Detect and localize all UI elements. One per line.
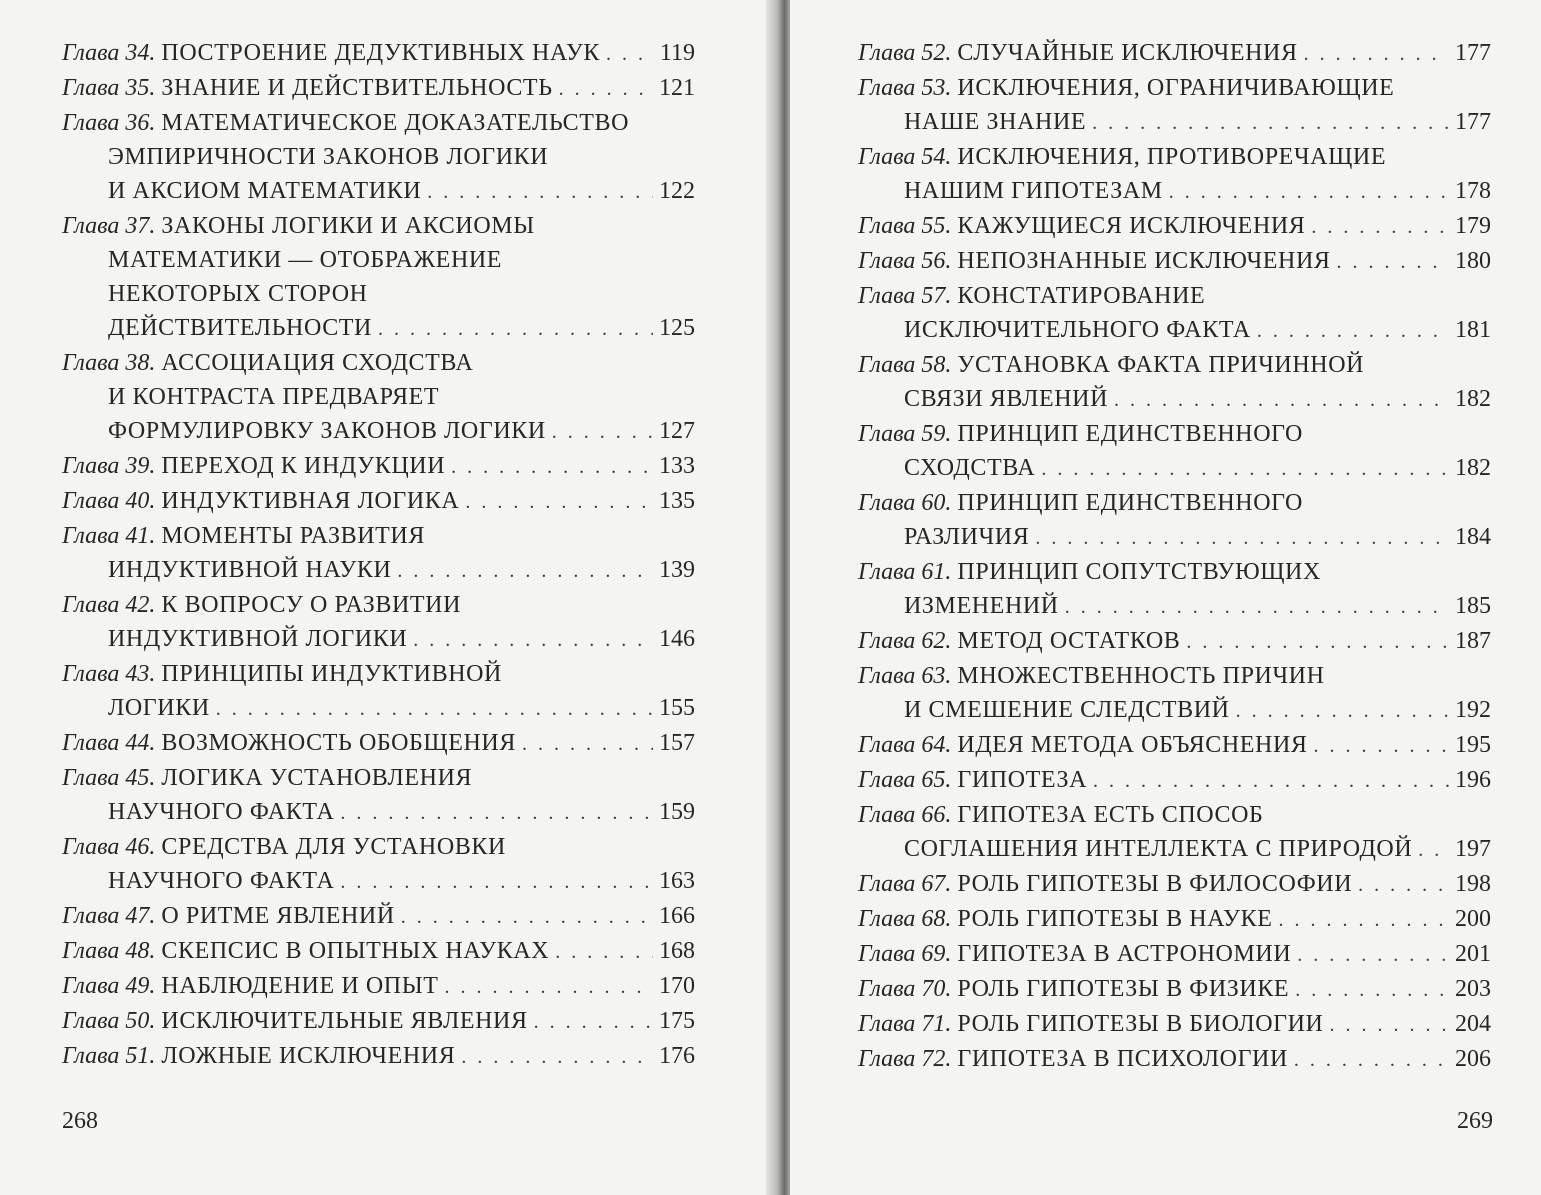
chapter-label: Глава 59. xyxy=(858,421,952,447)
chapter-label: Глава 66. xyxy=(858,802,952,828)
chapter-title: ЗНАНИЕ И ДЕЙСТВИТЕЛЬНОСТЬ xyxy=(161,75,553,101)
dot-leader xyxy=(1257,314,1449,348)
dot-leader xyxy=(378,312,653,346)
chapter-title: К ВОПРОСУ О РАЗВИТИИ xyxy=(161,592,462,618)
chapter-label: Глава 72. xyxy=(858,1046,952,1072)
toc-entry-line xyxy=(62,622,695,657)
toc-entry-line xyxy=(858,1042,1491,1077)
chapter-title: О РИТМЕ ЯВЛЕНИЙ xyxy=(161,903,395,929)
toc-entry-line xyxy=(858,313,1491,348)
toc-entry xyxy=(858,244,1491,279)
dot-leader xyxy=(1311,210,1449,244)
toc-entry xyxy=(858,867,1491,902)
chapter-page-number: 122 xyxy=(659,178,695,204)
chapter-label: Глава 48. xyxy=(62,938,156,964)
chapter-label: Глава 57. xyxy=(858,283,952,309)
toc-entry-line xyxy=(62,657,695,691)
dot-leader xyxy=(465,485,653,519)
chapter-title: ИДЕЯ МЕТОДА ОБЪЯСНЕНИЯ xyxy=(957,732,1308,758)
chapter-label: Глава 60. xyxy=(858,490,952,516)
chapter-page-number: 127 xyxy=(659,418,695,444)
chapter-title: ЛОГИКИ xyxy=(108,695,210,721)
toc-entry xyxy=(858,36,1491,71)
toc-entry-line xyxy=(858,902,1491,937)
dot-leader xyxy=(1041,452,1449,486)
chapter-label: Глава 43. xyxy=(62,661,156,687)
toc-entry-line xyxy=(858,937,1491,972)
chapter-title: СВЯЗИ ЯВЛЕНИЙ xyxy=(904,386,1109,412)
dot-leader xyxy=(397,554,653,588)
toc-entry-line xyxy=(62,795,695,830)
toc-entry-line xyxy=(858,659,1491,693)
chapter-label: Глава 64. xyxy=(858,732,952,758)
dot-leader xyxy=(1358,868,1449,902)
chapter-title: ИНДУКТИВНОЙ ЛОГИКИ xyxy=(108,626,408,652)
dot-leader xyxy=(401,900,653,934)
chapter-title: ПОСТРОЕНИЕ ДЕДУКТИВНЫХ НАУК xyxy=(161,40,601,66)
dot-leader xyxy=(1304,37,1449,71)
chapter-page-number: 177 xyxy=(1455,40,1491,66)
toc-entry xyxy=(62,1039,695,1074)
toc-entry-line xyxy=(62,761,695,795)
toc-entry-line xyxy=(62,726,695,761)
chapter-page-number: 180 xyxy=(1455,248,1491,274)
toc-entry-line xyxy=(62,71,695,106)
toc-entry xyxy=(858,486,1491,555)
toc-entry-line xyxy=(62,36,695,71)
toc-entry xyxy=(62,106,695,209)
chapter-page-number: 179 xyxy=(1455,213,1491,239)
toc-entry-line xyxy=(62,1039,695,1074)
dot-leader xyxy=(1065,590,1449,624)
toc-entry xyxy=(858,1042,1491,1077)
chapter-label: Глава 55. xyxy=(858,213,952,239)
chapter-page-number: 182 xyxy=(1455,386,1491,412)
chapter-title: И АКСИОМ МАТЕМАТИКИ xyxy=(108,178,422,204)
dot-leader xyxy=(1337,245,1450,279)
chapter-title: НАШЕ ЗНАНИЕ xyxy=(904,109,1087,135)
toc-entry xyxy=(62,484,695,519)
chapter-label: Глава 63. xyxy=(858,663,952,689)
toc-entry-line xyxy=(62,277,695,311)
toc-entry xyxy=(858,659,1491,728)
chapter-label: Глава 58. xyxy=(858,352,952,378)
chapter-title: ГИПОТЕЗА В ПСИХОЛОГИИ xyxy=(957,1046,1288,1072)
chapter-label: Глава 51. xyxy=(62,1043,156,1069)
toc-entry-line xyxy=(858,589,1491,624)
toc-entry-line xyxy=(62,346,695,380)
chapter-page-number: 177 xyxy=(1455,109,1491,135)
toc-entry-line xyxy=(858,972,1491,1007)
dot-leader xyxy=(1297,938,1449,972)
toc-entry xyxy=(858,937,1491,972)
toc-entry xyxy=(858,798,1491,867)
chapter-label: Глава 35. xyxy=(62,75,156,101)
dot-leader xyxy=(1294,1043,1449,1077)
chapter-title: НАУЧНОГО ФАКТА xyxy=(108,799,335,825)
chapter-label: Глава 42. xyxy=(62,592,156,618)
toc-entry xyxy=(62,519,695,588)
dot-leader xyxy=(555,935,653,969)
chapter-page-number: 159 xyxy=(659,799,695,825)
chapter-title: ИСКЛЮЧИТЕЛЬНОГО ФАКТА xyxy=(904,317,1251,343)
toc-entry-line xyxy=(62,934,695,969)
chapter-page-number: 146 xyxy=(659,626,695,652)
chapter-title: АССОЦИАЦИЯ СХОДСТВА xyxy=(161,350,474,376)
chapter-title: ЭМПИРИЧНОСТИ ЗАКОНОВ ЛОГИКИ xyxy=(108,144,549,170)
chapter-title: И КОНТРАСТА ПРЕДВАРЯЕТ xyxy=(108,384,440,410)
dot-leader xyxy=(451,450,653,484)
toc-entry-line xyxy=(62,588,695,622)
toc-entry-line xyxy=(858,763,1491,798)
toc-entry-line xyxy=(62,449,695,484)
toc-entry-line xyxy=(62,1004,695,1039)
chapter-title: СЛУЧАЙНЫЕ ИСКЛЮЧЕНИЯ xyxy=(957,40,1298,66)
chapter-label: Глава 38. xyxy=(62,350,156,376)
chapter-title: МНОЖЕСТВЕННОСТЬ ПРИЧИН xyxy=(957,663,1325,689)
toc-entry xyxy=(858,348,1491,417)
toc-entry-line xyxy=(858,451,1491,486)
chapter-title: ДЕЙСТВИТЕЛЬНОСТИ xyxy=(108,315,372,341)
toc-entry-line xyxy=(62,243,695,277)
toc-entry-line xyxy=(858,417,1491,451)
chapter-label: Глава 53. xyxy=(858,75,952,101)
toc-entry-line xyxy=(62,380,695,414)
chapter-label: Глава 37. xyxy=(62,213,156,239)
toc-entry xyxy=(62,346,695,449)
chapter-page-number: 166 xyxy=(659,903,695,929)
chapter-title: УСТАНОВКА ФАКТА ПРИЧИННОЙ xyxy=(957,352,1365,378)
chapter-page-number: 121 xyxy=(659,75,695,101)
toc-entry-line xyxy=(858,105,1491,140)
dot-leader xyxy=(552,415,653,449)
chapter-label: Глава 69. xyxy=(858,941,952,967)
chapter-label: Глава 36. xyxy=(62,110,156,136)
toc-entry-line xyxy=(858,174,1491,209)
chapter-page-number: 181 xyxy=(1455,317,1491,343)
chapter-title: РОЛЬ ГИПОТЕЗЫ В ФИЛОСОФИИ xyxy=(957,871,1353,897)
toc-entry-line xyxy=(62,691,695,726)
dot-leader xyxy=(1169,175,1449,209)
dot-leader xyxy=(1035,521,1449,555)
chapter-label: Глава 65. xyxy=(858,767,952,793)
toc-entry xyxy=(62,1004,695,1039)
toc-entry xyxy=(858,555,1491,624)
toc-entry-line xyxy=(858,867,1491,902)
chapter-title: И СМЕШЕНИЕ СЛЕДСТВИЙ xyxy=(904,697,1230,723)
chapter-label: Глава 50. xyxy=(62,1008,156,1034)
chapter-page-number: 139 xyxy=(659,557,695,583)
dot-leader xyxy=(340,796,653,830)
toc-entry-line xyxy=(858,36,1491,71)
chapter-title: СОГЛАШЕНИЯ ИНТЕЛЛЕКТА С ПРИРОДОЙ xyxy=(904,836,1413,862)
chapter-page-number: 184 xyxy=(1455,524,1491,550)
toc-entry xyxy=(858,279,1491,348)
toc-entry xyxy=(858,763,1491,798)
chapter-title: ИНДУКТИВНОЙ НАУКИ xyxy=(108,557,392,583)
dot-leader xyxy=(1092,106,1449,140)
dot-leader xyxy=(445,970,653,1004)
chapter-title: ГИПОТЕЗА В АСТРОНОМИИ xyxy=(957,941,1292,967)
chapter-title: МОМЕНТЫ РАЗВИТИЯ xyxy=(161,523,425,549)
toc-entry-line xyxy=(62,484,695,519)
chapter-page-number: 135 xyxy=(659,488,695,514)
toc-entry xyxy=(62,726,695,761)
chapter-page-number: 201 xyxy=(1455,941,1491,967)
chapter-page-number: 196 xyxy=(1455,767,1491,793)
chapter-title: МАТЕМАТИЧЕСКОЕ ДОКАЗАТЕЛЬСТВО xyxy=(161,110,630,136)
chapter-label: Глава 54. xyxy=(858,144,952,170)
chapter-label: Глава 56. xyxy=(858,248,952,274)
chapter-label: Глава 61. xyxy=(858,559,952,585)
chapter-label: Глава 34. xyxy=(62,40,156,66)
toc-entry xyxy=(858,902,1491,937)
chapter-page-number: 187 xyxy=(1455,628,1491,654)
dot-leader xyxy=(559,72,653,106)
chapter-page-number: 182 xyxy=(1455,455,1491,481)
chapter-title: ИЗМЕНЕНИЙ xyxy=(904,593,1059,619)
dot-leader xyxy=(1329,1008,1449,1042)
toc-entry xyxy=(62,969,695,1004)
toc-entry-line xyxy=(858,279,1491,313)
chapter-title: МАТЕМАТИКИ — ОТОБРАЖЕНИЕ xyxy=(108,247,503,273)
chapter-label: Глава 68. xyxy=(858,906,952,932)
chapter-page-number: 185 xyxy=(1455,593,1491,619)
chapter-label: Глава 70. xyxy=(858,976,952,1002)
chapter-label: Глава 41. xyxy=(62,523,156,549)
chapter-title: ЛОЖНЫЕ ИСКЛЮЧЕНИЯ xyxy=(161,1043,456,1069)
chapter-title: ИСКЛЮЧЕНИЯ, ПРОТИВОРЕЧАЩИЕ xyxy=(957,144,1387,170)
toc-entry xyxy=(62,899,695,934)
dot-leader xyxy=(1314,729,1449,763)
chapter-page-number: 176 xyxy=(659,1043,695,1069)
chapter-page-number: 125 xyxy=(659,315,695,341)
chapter-title: ПЕРЕХОД К ИНДУКЦИИ xyxy=(161,453,446,479)
dot-leader xyxy=(1418,833,1449,867)
chapter-page-number: 163 xyxy=(659,868,695,894)
toc-entry-line xyxy=(858,382,1491,417)
chapter-label: Глава 44. xyxy=(62,730,156,756)
chapter-title: СХОДСТВА xyxy=(904,455,1036,481)
toc-entry xyxy=(62,588,695,657)
chapter-title: КАЖУЩИЕСЯ ИСКЛЮЧЕНИЯ xyxy=(957,213,1306,239)
chapter-title: ВОЗМОЖНОСТЬ ОБОБЩЕНИЯ xyxy=(161,730,516,756)
dot-leader xyxy=(216,692,653,726)
dot-leader xyxy=(413,623,653,657)
toc-entry-line xyxy=(858,486,1491,520)
toc-entry-line xyxy=(858,209,1491,244)
chapter-page-number: 206 xyxy=(1455,1046,1491,1072)
toc-entry xyxy=(858,728,1491,763)
toc-entry-line xyxy=(62,864,695,899)
toc-entry xyxy=(858,417,1491,486)
chapter-page-number: 200 xyxy=(1455,906,1491,932)
toc-entry-line xyxy=(62,414,695,449)
toc-entry xyxy=(858,972,1491,1007)
chapter-title: КОНСТАТИРОВАНИЕ xyxy=(957,283,1206,309)
dot-leader xyxy=(1279,903,1450,937)
chapter-title: ПРИНЦИП СОПУТСТВУЮЩИХ xyxy=(957,559,1321,585)
toc-entry-line xyxy=(62,209,695,243)
chapter-label: Глава 62. xyxy=(858,628,952,654)
chapter-label: Глава 49. xyxy=(62,973,156,999)
chapter-title: ПРИНЦИП ЕДИНСТВЕННОГО xyxy=(957,421,1303,447)
toc-entry xyxy=(858,1007,1491,1042)
dot-leader xyxy=(534,1005,653,1039)
chapter-label: Глава 40. xyxy=(62,488,156,514)
chapter-label: Глава 71. xyxy=(858,1011,952,1037)
dot-leader xyxy=(1295,973,1449,1007)
toc-entry-line xyxy=(858,555,1491,589)
dot-leader xyxy=(1236,694,1449,728)
dot-leader xyxy=(461,1040,653,1074)
chapter-title: ФОРМУЛИРОВКУ ЗАКОНОВ ЛОГИКИ xyxy=(108,418,546,444)
chapter-title: ЗАКОНЫ ЛОГИКИ И АКСИОМЫ xyxy=(161,213,535,239)
toc-entry xyxy=(62,36,695,71)
chapter-title: ГИПОТЕЗА ЕСТЬ СПОСОБ xyxy=(957,802,1264,828)
toc-entry-line xyxy=(858,624,1491,659)
chapter-label: Глава 46. xyxy=(62,834,156,860)
chapter-title: СРЕДСТВА ДЛЯ УСТАНОВКИ xyxy=(161,834,506,860)
dot-leader xyxy=(1114,383,1449,417)
dot-leader xyxy=(606,37,654,71)
chapter-label: Глава 39. xyxy=(62,453,156,479)
toc-entry-line xyxy=(62,969,695,1004)
chapter-page-number: 192 xyxy=(1455,697,1491,723)
toc-entry-line xyxy=(62,311,695,346)
chapter-title: МЕТОД ОСТАТКОВ xyxy=(957,628,1181,654)
toc-entry-line xyxy=(62,899,695,934)
toc-entry-line xyxy=(62,174,695,209)
toc-entry-line xyxy=(858,728,1491,763)
dot-leader xyxy=(1186,625,1449,659)
toc-entry-line xyxy=(858,71,1491,105)
chapter-page-number: 195 xyxy=(1455,732,1491,758)
toc-entry-line xyxy=(858,244,1491,279)
chapter-title: РОЛЬ ГИПОТЕЗЫ В НАУКЕ xyxy=(957,906,1273,932)
chapter-title: ПРИНЦИП ЕДИНСТВЕННОГО xyxy=(957,490,1303,516)
chapter-page-number: 197 xyxy=(1455,836,1491,862)
toc-entry xyxy=(62,657,695,726)
chapter-title: ЛОГИКА УСТАНОВЛЕНИЯ xyxy=(161,765,473,791)
toc-entry-line xyxy=(858,1007,1491,1042)
chapter-label: Глава 52. xyxy=(858,40,952,66)
dot-leader xyxy=(427,175,653,209)
chapter-label: Глава 47. xyxy=(62,903,156,929)
toc-entry xyxy=(62,830,695,899)
chapter-title: РОЛЬ ГИПОТЕЗЫ В ФИЗИКЕ xyxy=(957,976,1290,1002)
toc-entry xyxy=(62,449,695,484)
chapter-title: НАШИМ ГИПОТЕЗАМ xyxy=(904,178,1163,204)
toc-entry-line xyxy=(858,798,1491,832)
chapter-page-number: 133 xyxy=(659,453,695,479)
chapter-page-number: 203 xyxy=(1455,976,1491,1002)
chapter-page-number: 204 xyxy=(1455,1011,1491,1037)
chapter-title: СКЕПСИС В ОПЫТНЫХ НАУКАХ xyxy=(161,938,550,964)
chapter-label: Глава 67. xyxy=(858,871,952,897)
toc-entry-line xyxy=(62,519,695,553)
toc-entry xyxy=(62,934,695,969)
chapter-title: ИСКЛЮЧЕНИЯ, ОГРАНИЧИВАЮЩИЕ xyxy=(957,75,1395,101)
toc-entry-line xyxy=(62,106,695,140)
page-number-left: 268 xyxy=(62,1108,98,1134)
toc-entry xyxy=(62,209,695,346)
dot-leader xyxy=(340,865,653,899)
toc-entry xyxy=(858,209,1491,244)
dot-leader xyxy=(1093,764,1449,798)
toc-entry-line xyxy=(858,832,1491,867)
chapter-title: ИСКЛЮЧИТЕЛЬНЫЕ ЯВЛЕНИЯ xyxy=(161,1008,528,1034)
chapter-title: НЕПОЗНАННЫЕ ИСКЛЮЧЕНИЯ xyxy=(957,248,1331,274)
toc-entry-line xyxy=(858,520,1491,555)
toc-entry xyxy=(858,140,1491,209)
toc-entry-line xyxy=(858,140,1491,174)
toc-entry-line xyxy=(62,553,695,588)
chapter-title: НАБЛЮДЕНИЕ И ОПЫТ xyxy=(161,973,439,999)
chapter-title: ГИПОТЕЗА xyxy=(957,767,1088,793)
toc-list-right xyxy=(858,36,1491,1077)
toc-entry xyxy=(62,71,695,106)
chapter-page-number: 157 xyxy=(659,730,695,756)
chapter-page-number: 168 xyxy=(659,938,695,964)
chapter-page-number: 155 xyxy=(659,695,695,721)
chapter-page-number: 170 xyxy=(659,973,695,999)
chapter-title: ИНДУКТИВНАЯ ЛОГИКА xyxy=(161,488,460,514)
toc-list-left xyxy=(62,36,695,1074)
toc-entry xyxy=(858,71,1491,140)
dot-leader xyxy=(522,727,653,761)
chapter-title: НЕКОТОРЫХ СТОРОН xyxy=(108,281,368,307)
chapter-page-number: 198 xyxy=(1455,871,1491,897)
chapter-title: РОЛЬ ГИПОТЕЗЫ В БИОЛОГИИ xyxy=(957,1011,1324,1037)
toc-entry xyxy=(858,624,1491,659)
toc-entry-line xyxy=(62,830,695,864)
chapter-title: ПРИНЦИПЫ ИНДУКТИВНОЙ xyxy=(161,661,502,687)
chapter-label: Глава 45. xyxy=(62,765,156,791)
chapter-title: РАЗЛИЧИЯ xyxy=(904,524,1030,550)
toc-entry-line xyxy=(858,693,1491,728)
chapter-page-number: 175 xyxy=(659,1008,695,1034)
chapter-title: НАУЧНОГО ФАКТА xyxy=(108,868,335,894)
toc-entry xyxy=(62,761,695,830)
toc-entry-line xyxy=(858,348,1491,382)
chapter-page-number: 178 xyxy=(1455,178,1491,204)
chapter-page-number: 119 xyxy=(659,40,695,66)
page-number-right: 269 xyxy=(1457,1108,1493,1134)
toc-entry-line xyxy=(62,140,695,174)
